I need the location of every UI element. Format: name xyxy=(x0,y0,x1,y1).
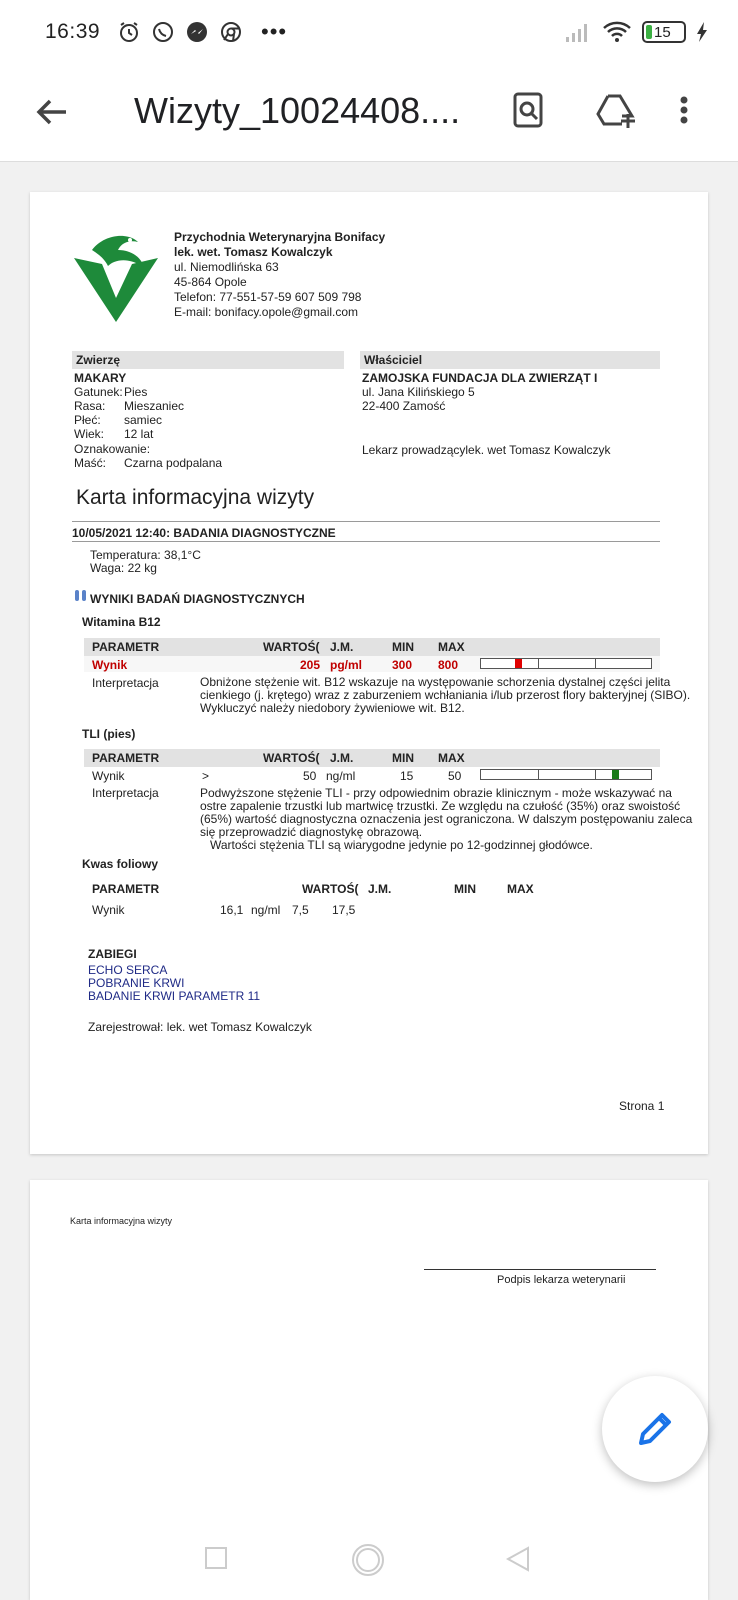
breed-value: Mieszaniec xyxy=(124,399,185,413)
home-icon[interactable] xyxy=(350,1542,386,1578)
more-notifications-icon: ••• xyxy=(261,19,288,44)
back-arrow-icon[interactable] xyxy=(30,90,74,134)
battery-icon xyxy=(642,21,686,43)
add-to-drive-icon[interactable] xyxy=(594,88,638,132)
owner-street: ul. Jana Kilińskiego 5 xyxy=(362,385,475,399)
owner-header: Właściciel xyxy=(360,351,660,369)
header-value: WARTOŚ( xyxy=(263,751,320,765)
range-marker xyxy=(612,770,619,779)
pencil-icon xyxy=(635,1409,675,1449)
result-min: 15 xyxy=(400,769,414,783)
range-bar xyxy=(480,658,652,669)
result-label: Wynik xyxy=(92,903,125,917)
chrome-icon xyxy=(219,20,243,44)
card-title: Karta informacyjna wizyty xyxy=(76,486,315,509)
wifi-icon xyxy=(602,20,632,44)
clinic-city: 45-864 Opole xyxy=(174,275,247,289)
test-name: TLI (pies) xyxy=(82,727,136,741)
result-value: 205 xyxy=(300,658,321,672)
result-unit: ng/ml xyxy=(251,903,281,917)
system-icons xyxy=(564,20,708,44)
owner-name: ZAMOJSKA FUNDACJA DLA ZWIERZĄT I xyxy=(362,371,598,385)
table-header xyxy=(84,638,660,656)
procedures-header: ZABIEGI xyxy=(88,947,137,961)
document-page-1 xyxy=(30,192,708,1154)
more-options-icon[interactable] xyxy=(674,88,694,132)
result-label: Wynik xyxy=(92,769,125,783)
table-header xyxy=(84,749,660,767)
weight: Waga: 22 kg xyxy=(90,561,157,575)
title-rule xyxy=(72,521,660,522)
range-bar xyxy=(480,769,652,780)
status-time: 16:39 xyxy=(45,20,101,43)
result-unit: pg/ml xyxy=(330,658,362,672)
header-max: MAX xyxy=(438,640,465,654)
header-min: MIN xyxy=(454,882,476,896)
test-name: Witamina B12 xyxy=(82,615,161,629)
breed-label: Rasa: xyxy=(74,399,106,413)
edit-button[interactable] xyxy=(602,1376,708,1482)
header-unit: J.M. xyxy=(330,751,354,765)
clinic-email: E-mail: bonifacy.opole@gmail.com xyxy=(174,305,359,319)
clinic-info xyxy=(174,230,385,320)
document-title: Wizyty_10024408.... xyxy=(134,90,461,131)
header-min: MIN xyxy=(392,751,414,765)
age-value: 12 lat xyxy=(124,427,154,441)
alarm-icon xyxy=(117,20,141,44)
back-icon[interactable] xyxy=(506,1546,530,1572)
navigation-bar xyxy=(0,1530,738,1600)
test-name: Kwas foliowy xyxy=(82,857,159,871)
header-unit: J.M. xyxy=(330,640,354,654)
signature-line xyxy=(424,1269,656,1270)
animal-name: MAKARY xyxy=(74,371,127,385)
interpretation-text: Obniżone stężenie wit. B12 wskazuje na występowanie schorzenia dystalnej części jelita cienkiego (j. krętego) wraz z zaburzeniem wchłaniania i/lub przerost flory bakteryjnej (SIBO). Wykluczyć należy niedobory żywieniowe wit. B12. xyxy=(200,675,691,715)
procedure-item: ECHO SERCA xyxy=(88,963,168,977)
messenger-icon xyxy=(185,20,209,44)
results-header: WYNIKI BADAŃ DIAGNOSTYCZNYCH xyxy=(90,592,305,606)
result-max: 800 xyxy=(438,658,459,672)
signature-label: Podpis lekarza weterynarii xyxy=(497,1274,626,1286)
visit-rule xyxy=(72,541,660,542)
species-value: Pies xyxy=(124,385,148,399)
result-min: 7,5 xyxy=(292,903,309,917)
age-label: Wiek: xyxy=(74,427,104,441)
signal-icon xyxy=(564,21,592,43)
clinic-name: Przychodnia Weterynaryjna Bonifacy xyxy=(174,230,386,244)
registered-by: Zarejestrował: lek. wet Tomasz Kowalczyk xyxy=(88,1020,312,1034)
battery-level: 15 xyxy=(654,23,671,41)
clinic-phone: Telefon: 77-551-57-59 607 509 798 xyxy=(174,290,362,304)
procedure-item: BADANIE KRWI PARAMETR 11 xyxy=(88,989,261,1003)
result-value: 16,1 xyxy=(220,903,244,917)
result-unit: ng/ml xyxy=(326,769,356,783)
result-prefix: > xyxy=(202,769,210,783)
visit-header: 10/05/2021 12:40: BADANIA DIAGNOSTYCZNE xyxy=(72,526,336,540)
sex-value: samiec xyxy=(124,413,163,427)
result-label: Wynik xyxy=(92,658,128,672)
whatsapp-icon xyxy=(151,20,175,44)
header-unit: J.M. xyxy=(368,882,392,896)
page-number: Strona 1 xyxy=(619,1099,665,1113)
coat-label: Maść: xyxy=(74,456,107,470)
recents-icon[interactable] xyxy=(204,1546,228,1570)
header-max: MAX xyxy=(507,882,534,896)
attending-doctor: Lekarz prowadzącylek. wet Tomasz Kowalczyk xyxy=(362,443,611,457)
header-max: MAX xyxy=(438,751,465,765)
charging-icon xyxy=(696,21,708,43)
header-min: MIN xyxy=(392,640,414,654)
test-tubes-icon xyxy=(74,590,88,602)
app-bar xyxy=(0,66,738,162)
header-param: PARAMETR xyxy=(92,751,160,765)
interpretation-label: Interpretacja xyxy=(92,786,159,800)
clinic-logo xyxy=(72,228,160,322)
interpretation-label: Interpretacja xyxy=(92,676,159,690)
result-value: 50 xyxy=(303,769,317,783)
header-value: WARTOŚ( xyxy=(302,882,359,896)
header-param: PARAMETR xyxy=(92,640,160,654)
temperature: Temperatura: 38,1°C xyxy=(90,548,201,562)
interpretation-text: Podwyższone stężenie TLI - przy odpowiednim obrazie klinicznym - może wskazywać na ostre zapalenie trzustki lub martwicę trzustki. Ze względu na czułość (35%) oraz swoistość (65%) wartość diagnostyczna oznaczenia jest ograniczona. W dalszym postępowaniu zaleca się przeprowadzić diagnostykę obrazową. Wartości stężenia TLI są wiarygodne jedynie po 12-godzinnej głodówce. xyxy=(200,786,693,852)
footer-title: Karta informacyjna wizyty xyxy=(70,1216,173,1226)
header-param: PARAMETR xyxy=(92,882,160,896)
result-max: 50 xyxy=(448,769,462,783)
animal-header: Zwierzę xyxy=(72,351,344,369)
result-min: 300 xyxy=(392,658,413,672)
marking-label: Oznakowanie: xyxy=(74,442,151,456)
coat-value: Czarna podpalana xyxy=(124,456,223,470)
clinic-vet: lek. wet. Tomasz Kowalczyk xyxy=(174,245,333,259)
range-marker xyxy=(515,659,522,668)
search-in-document-icon[interactable] xyxy=(506,88,550,132)
header-value: WARTOŚ( xyxy=(263,640,320,654)
sex-label: Płeć: xyxy=(74,413,101,427)
species-label: Gatunek: xyxy=(74,385,123,399)
procedure-item: POBRANIE KRWI xyxy=(88,976,185,990)
notification-icons xyxy=(117,20,287,44)
result-max: 17,5 xyxy=(332,903,356,917)
status-bar xyxy=(0,0,738,66)
clinic-street: ul. Niemodlińska 63 xyxy=(174,260,279,274)
owner-city: 22-400 Zamość xyxy=(362,399,446,413)
